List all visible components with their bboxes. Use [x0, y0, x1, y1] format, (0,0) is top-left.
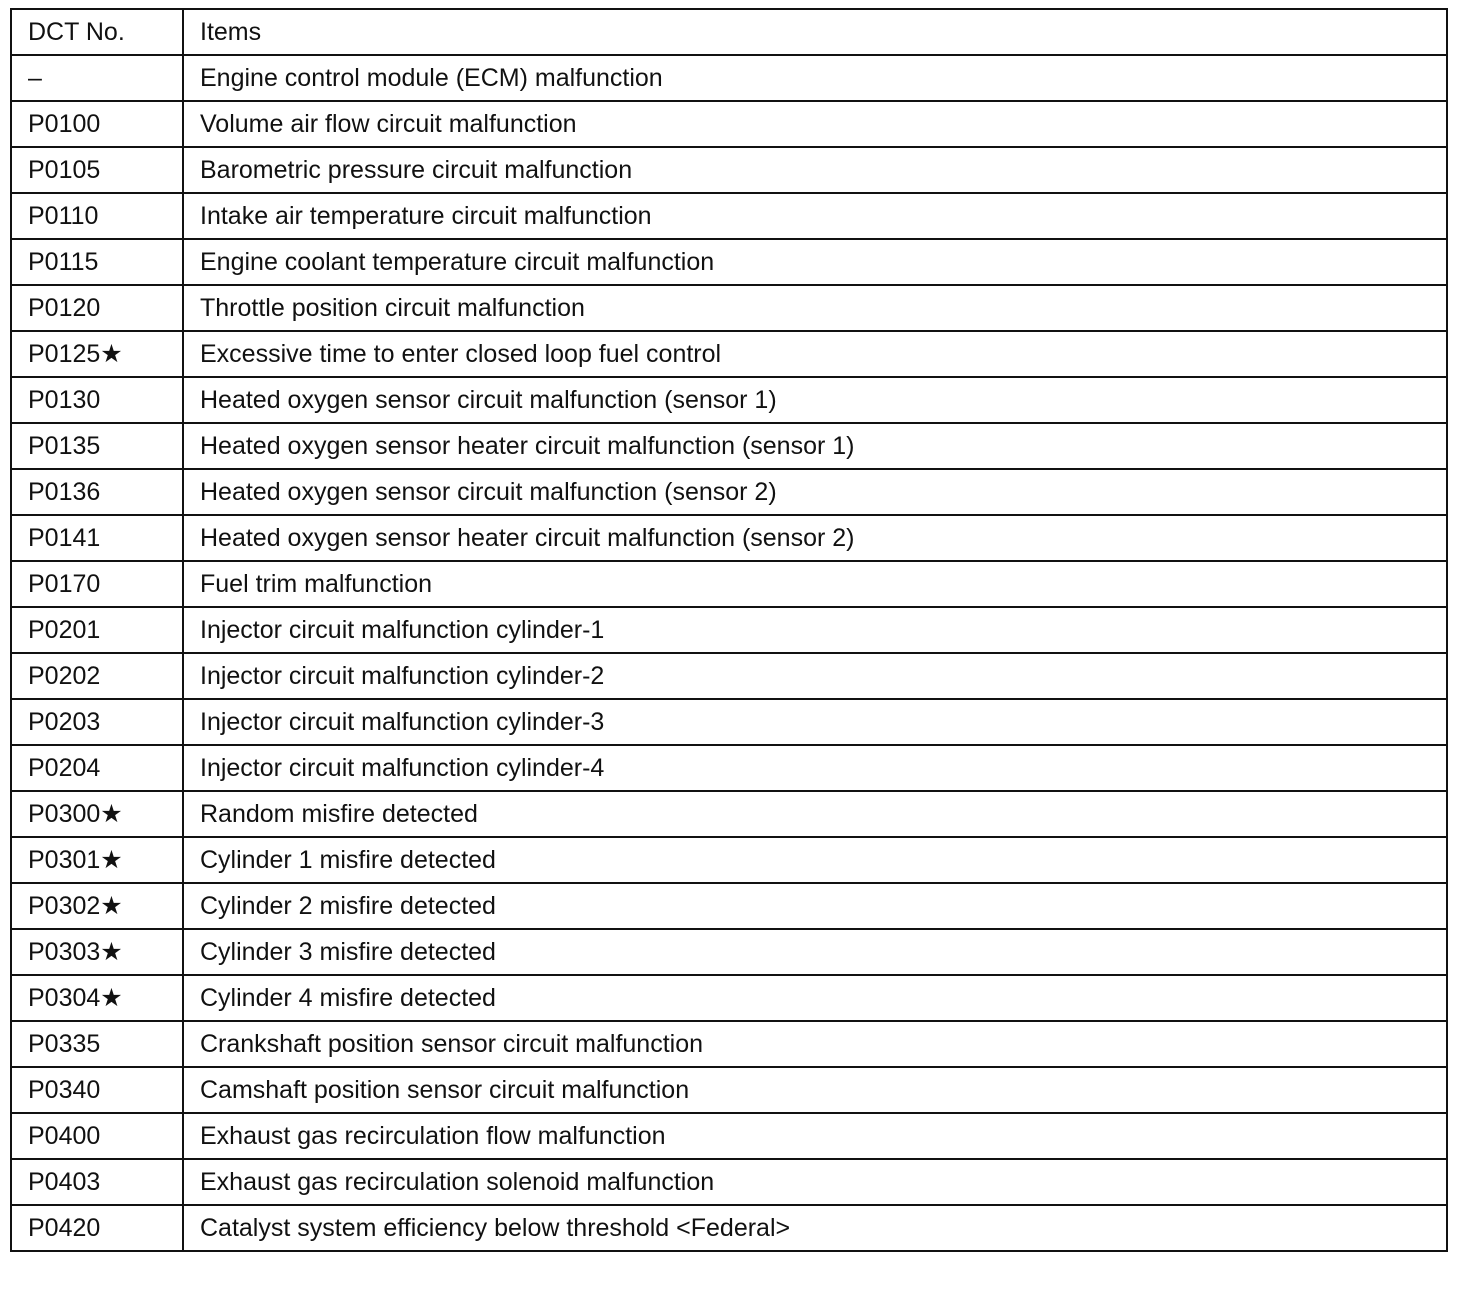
row-code: P0203 [11, 699, 183, 745]
table-row [11, 423, 1447, 469]
row-item: Heated oxygen sensor heater circuit malfunction (sensor 1) [183, 423, 1447, 469]
row-item: Random misfire detected [183, 791, 1447, 837]
row-code: P0201 [11, 607, 183, 653]
table-row [11, 239, 1447, 285]
row-code: P0120 [11, 285, 183, 331]
table-row [11, 929, 1447, 975]
row-item: Injector circuit malfunction cylinder-3 [183, 699, 1447, 745]
row-item: Heated oxygen sensor circuit malfunction (sensor 1) [183, 377, 1447, 423]
header-items: Items [183, 9, 1447, 55]
row-item: Exhaust gas recirculation solenoid malfunction [183, 1159, 1447, 1205]
row-item: Camshaft position sensor circuit malfunction [183, 1067, 1447, 1113]
table-row [11, 837, 1447, 883]
row-code: P0170 [11, 561, 183, 607]
row-code: P0141 [11, 515, 183, 561]
row-code: P0202 [11, 653, 183, 699]
table-row [11, 101, 1447, 147]
row-item: Cylinder 3 misfire detected [183, 929, 1447, 975]
table-row [11, 515, 1447, 561]
document-page [10, 8, 1446, 1252]
row-code: P0301★ [11, 837, 183, 883]
table-row [11, 1113, 1447, 1159]
row-code: P0400 [11, 1113, 183, 1159]
row-item: Volume air flow circuit malfunction [183, 101, 1447, 147]
table-row [11, 607, 1447, 653]
table-row [11, 1205, 1447, 1251]
table-body [11, 55, 1447, 1251]
row-code: P0135 [11, 423, 183, 469]
table-row [11, 975, 1447, 1021]
table-row [11, 1021, 1447, 1067]
table-row [11, 699, 1447, 745]
table-row [11, 561, 1447, 607]
row-code: P0403 [11, 1159, 183, 1205]
row-item: Injector circuit malfunction cylinder-4 [183, 745, 1447, 791]
row-item: Exhaust gas recirculation flow malfunction [183, 1113, 1447, 1159]
row-item: Injector circuit malfunction cylinder-2 [183, 653, 1447, 699]
table-header [11, 9, 1447, 55]
header-row [11, 9, 1447, 55]
row-item: Cylinder 2 misfire detected [183, 883, 1447, 929]
row-code: P0335 [11, 1021, 183, 1067]
row-code: P0303★ [11, 929, 183, 975]
table-row [11, 331, 1447, 377]
table-row [11, 1159, 1447, 1205]
row-item: Heated oxygen sensor circuit malfunction (sensor 2) [183, 469, 1447, 515]
row-item: Crankshaft position sensor circuit malfunction [183, 1021, 1447, 1067]
row-item: Engine coolant temperature circuit malfunction [183, 239, 1447, 285]
row-item: Excessive time to enter closed loop fuel control [183, 331, 1447, 377]
row-item: Fuel trim malfunction [183, 561, 1447, 607]
table-row [11, 55, 1447, 101]
table-row [11, 469, 1447, 515]
table-row [11, 147, 1447, 193]
table-row [11, 883, 1447, 929]
table-row [11, 1067, 1447, 1113]
row-item: Heated oxygen sensor heater circuit malfunction (sensor 2) [183, 515, 1447, 561]
table-row [11, 791, 1447, 837]
row-item: Injector circuit malfunction cylinder-1 [183, 607, 1447, 653]
row-item: Throttle position circuit malfunction [183, 285, 1447, 331]
row-code: P0304★ [11, 975, 183, 1021]
table-row [11, 745, 1447, 791]
row-item: Engine control module (ECM) malfunction [183, 55, 1447, 101]
dtc-table [10, 8, 1448, 1252]
row-code: P0125★ [11, 331, 183, 377]
row-item: Cylinder 1 misfire detected [183, 837, 1447, 883]
table-row [11, 285, 1447, 331]
row-code: P0300★ [11, 791, 183, 837]
row-code: P0105 [11, 147, 183, 193]
table-row [11, 377, 1447, 423]
row-code: P0100 [11, 101, 183, 147]
row-code: P0136 [11, 469, 183, 515]
row-code: P0204 [11, 745, 183, 791]
row-code: P0130 [11, 377, 183, 423]
row-code: – [11, 55, 183, 101]
table-row [11, 653, 1447, 699]
row-code: P0340 [11, 1067, 183, 1113]
row-item: Cylinder 4 misfire detected [183, 975, 1447, 1021]
row-item: Barometric pressure circuit malfunction [183, 147, 1447, 193]
table-row [11, 193, 1447, 239]
header-code: DCT No. [11, 9, 183, 55]
row-code: P0302★ [11, 883, 183, 929]
row-code: P0420 [11, 1205, 183, 1251]
row-item: Catalyst system efficiency below threshold <Federal> [183, 1205, 1447, 1251]
row-code: P0110 [11, 193, 183, 239]
row-item: Intake air temperature circuit malfunction [183, 193, 1447, 239]
row-code: P0115 [11, 239, 183, 285]
